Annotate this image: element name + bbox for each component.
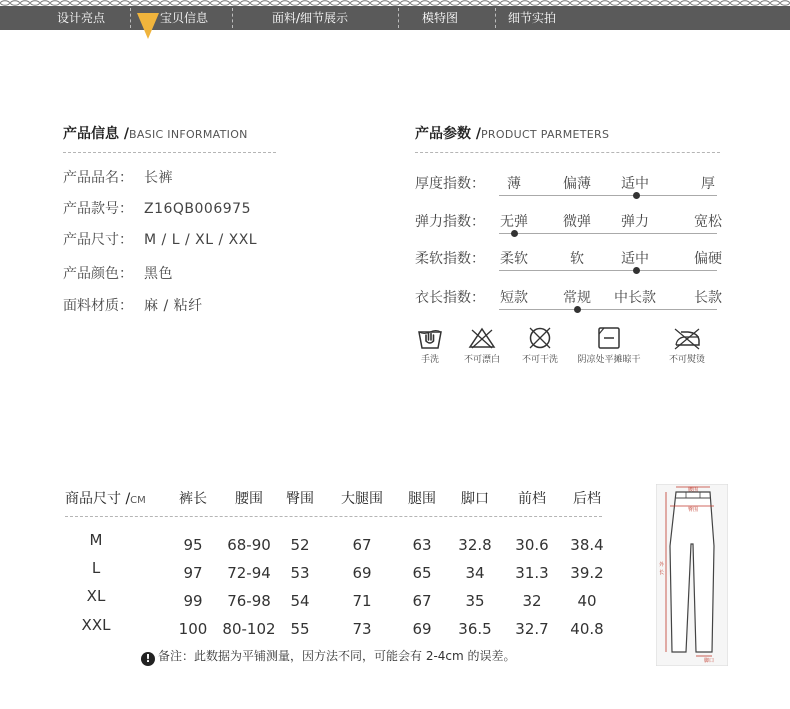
diagram-label-length-b: 长 — [659, 570, 665, 576]
size-table-header: 后档 — [573, 491, 601, 507]
param-scale-line — [499, 233, 717, 234]
param-option: 中长款 — [614, 290, 656, 306]
size-table-cell: 30.6 — [515, 536, 549, 554]
param-option: 柔软 — [500, 251, 528, 267]
nav-divider — [232, 8, 233, 28]
size-table-cell: 34 — [465, 564, 485, 582]
size-row-label: L — [91, 559, 101, 577]
basic-info-title-cn: 产品信息 — [63, 126, 119, 142]
nav-item-product-info[interactable]: 宝贝信息 — [159, 11, 208, 25]
size-table-cell: 71 — [352, 592, 372, 610]
param-option: 薄 — [507, 176, 521, 192]
param-option: 长款 — [694, 290, 722, 306]
size-table-cell: 72-94 — [227, 564, 271, 582]
info-row-material — [63, 295, 203, 315]
param-option: 无弹 — [500, 214, 528, 230]
param-scale-line — [499, 270, 717, 271]
pants-measurement-diagram — [656, 484, 728, 666]
size-row-label: XL — [86, 587, 106, 605]
size-table-cell: 67 — [412, 592, 432, 610]
param-label: 柔软指数： — [415, 251, 485, 267]
info-label: 产品款号： — [63, 201, 133, 217]
size-table-cell: 53 — [290, 564, 310, 582]
param-scale-line — [499, 195, 717, 196]
info-value: 黑色 — [144, 266, 173, 282]
size-table-cell: 100 — [178, 620, 208, 638]
size-table-header: 前档 — [518, 491, 546, 507]
care-label: 阴凉处平摊晾干 — [577, 355, 641, 365]
size-table-cell: 40 — [577, 592, 597, 610]
parameters-title-en: PRODUCT PARMETERS — [481, 128, 610, 141]
param-scale-line — [499, 309, 717, 310]
hand-wash-icon — [417, 326, 443, 350]
warning-icon: ! — [141, 652, 155, 666]
size-table-header: 臀围 — [286, 491, 314, 507]
size-table-cell: 32.7 — [515, 620, 549, 638]
nav-divider — [398, 8, 399, 28]
param-option: 弹力 — [621, 214, 649, 230]
divider — [415, 152, 720, 153]
param-option: 偏薄 — [563, 176, 591, 192]
size-table-cell: 67 — [352, 536, 372, 554]
size-table-cell: 97 — [183, 564, 203, 582]
size-table-cell: 80-102 — [222, 620, 276, 638]
nav-item-design-highlights[interactable]: 设计亮点 — [56, 11, 105, 25]
basic-info-title-en: BASIC INFORMATION — [129, 128, 248, 141]
size-header-unit: CM — [130, 495, 146, 506]
info-row-color — [63, 263, 173, 283]
info-value: Z16QB006975 — [144, 201, 251, 217]
care-label: 手洗 — [420, 355, 439, 365]
size-table-cell: 32 — [522, 592, 542, 610]
size-table-cell: 31.3 — [515, 564, 549, 582]
param-option: 偏硬 — [694, 251, 722, 267]
size-table-header: 腿围 — [408, 491, 436, 507]
param-option: 软 — [570, 251, 584, 267]
info-label: 产品颜色： — [63, 266, 133, 282]
care-label: 不可漂白 — [463, 355, 500, 365]
info-label: 产品尺寸： — [63, 232, 133, 248]
no-dry-clean-icon — [527, 326, 553, 350]
size-table-cell: 73 — [352, 620, 372, 638]
size-table-cell: 52 — [290, 536, 310, 554]
basic-info-title: 产品信息 /BASIC INFORMATION — [63, 126, 248, 142]
param-selected-marker — [574, 306, 581, 313]
info-label: 面料材质： — [63, 298, 133, 314]
divider — [65, 516, 602, 517]
param-label: 厚度指数： — [415, 176, 485, 192]
size-table-cell: 35 — [465, 592, 485, 610]
no-bleach-icon — [467, 326, 497, 350]
divider — [63, 152, 276, 153]
care-no-dry-clean — [505, 326, 575, 365]
info-value: 长裤 — [144, 170, 173, 186]
size-table-cell: 32.8 — [458, 536, 492, 554]
diagram-label-waist: 腰围 — [687, 487, 699, 493]
param-selected-marker — [633, 267, 640, 274]
size-table-header: 腰围 — [235, 491, 263, 507]
size-table-cell: 95 — [183, 536, 203, 554]
size-table-cell: 55 — [290, 620, 310, 638]
top-nav-bar — [0, 6, 790, 30]
info-value: M / L / XL / XXL — [144, 232, 258, 248]
care-shade-flat-dry — [574, 326, 644, 365]
param-option: 适中 — [621, 176, 649, 192]
no-iron-icon — [672, 326, 702, 350]
size-table-cell: 69 — [352, 564, 372, 582]
note-text: 备注：此数据为平铺测量，因方法不同，可能会有 2-4cm 的误差。 — [158, 649, 516, 663]
size-table-header: 裤长 — [179, 491, 207, 507]
info-row-sizes — [63, 229, 257, 249]
info-value: 麻 / 粘纤 — [144, 298, 203, 314]
param-option: 短款 — [500, 290, 528, 306]
diagram-label-hip: 臀围 — [687, 507, 699, 513]
parameters-title-cn: 产品参数 — [415, 126, 471, 142]
nav-item-model-photos[interactable]: 模特图 — [421, 11, 458, 25]
size-table-cell: 63 — [412, 536, 432, 554]
care-label: 不可干洗 — [521, 355, 558, 365]
size-table-cell: 76-98 — [227, 592, 271, 610]
size-table-header: 大腿围 — [341, 491, 383, 507]
info-label: 产品品名： — [63, 170, 133, 186]
param-option: 宽松 — [694, 214, 722, 230]
param-selected-marker — [633, 192, 640, 199]
active-nav-pointer — [137, 13, 159, 39]
size-table-cell: 65 — [412, 564, 432, 582]
size-table-cell: 39.2 — [570, 564, 604, 582]
size-table-cell: 38.4 — [570, 536, 604, 554]
size-table-first-header: 商品尺寸 /CM — [65, 491, 146, 507]
nav-item-fabric-details[interactable]: 面料/细节展示 — [271, 11, 349, 25]
size-table-cell: 99 — [183, 592, 203, 610]
nav-divider — [495, 8, 496, 28]
care-label: 不可熨烫 — [668, 355, 705, 365]
param-selected-marker — [511, 230, 518, 237]
shade-flat-dry-icon — [596, 326, 622, 350]
size-header-cn: 商品尺寸 — [65, 491, 121, 507]
param-option: 常规 — [563, 290, 591, 306]
diagram-label-hem: 脚口 — [703, 658, 714, 664]
info-row-style-number — [63, 198, 251, 218]
param-label: 弹力指数： — [415, 214, 485, 230]
param-option: 微弹 — [563, 214, 591, 230]
param-option: 厚 — [701, 176, 715, 192]
diagram-label-length-a: 外 — [659, 562, 665, 568]
care-no-iron — [652, 326, 722, 365]
nav-item-detail-photos[interactable]: 细节实拍 — [507, 11, 556, 25]
size-row-label: M — [89, 531, 103, 549]
size-row-label: XXL — [81, 616, 111, 634]
size-table-header: 脚口 — [461, 491, 489, 507]
size-table-cell: 68-90 — [227, 536, 271, 554]
nav-divider — [130, 8, 131, 28]
measurement-note — [141, 647, 516, 666]
size-table-cell: 54 — [290, 592, 310, 610]
size-table-cell: 69 — [412, 620, 432, 638]
size-table-cell: 36.5 — [458, 620, 492, 638]
size-table-cell: 40.8 — [570, 620, 604, 638]
param-label: 衣长指数： — [415, 290, 485, 306]
info-row-name — [63, 167, 173, 187]
param-option: 适中 — [621, 251, 649, 267]
parameters-title: 产品参数 /PRODUCT PARMETERS — [415, 126, 610, 142]
